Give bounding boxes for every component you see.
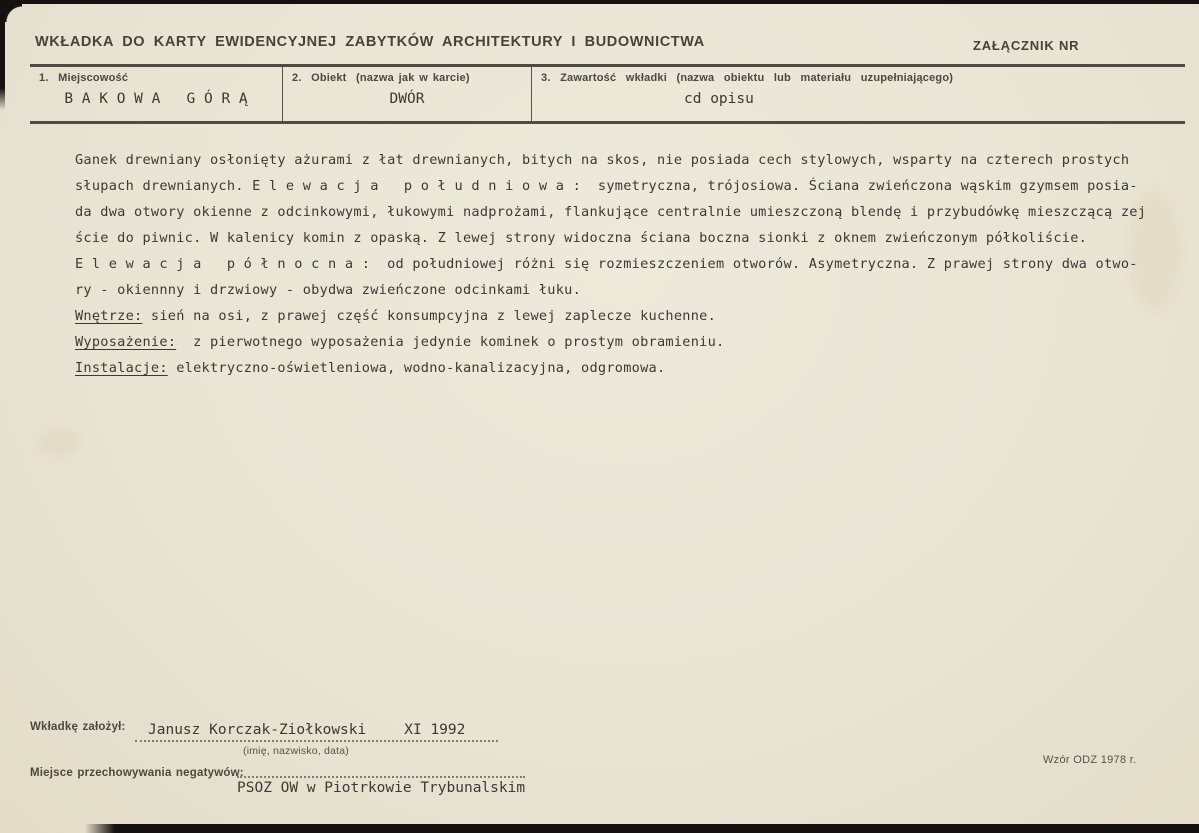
form-template-note: Wzór ODZ 1978 r. [1043,754,1137,766]
furnishing-heading: Wyposażenie: [75,334,177,350]
line-text: Ganek drewniany osłonięty ażurami z łat drewnianych, bitych na skos, nie posiada cech stylowych, wsparty na czterech prostych [75,152,1130,168]
paper-stain [40,430,80,456]
negatives-label: Miejsce przechowywania negatywów: [30,767,244,779]
installations-heading: Instalacje: [75,360,168,376]
line-text: ście do piwnic. W kalenicy komin z opaską. Z lewej strony widoczna ściana boczna sionki z oknem zwieńczonym półkoliście. [75,230,1088,246]
description-line [75,251,1146,277]
field-contents-label: 3. Zawartość wkładki (nazwa obiektu lub materiału uzupełniającego) [541,72,954,84]
scan-corner-top-left [0,0,22,22]
field-object [282,67,531,121]
description-line-installations [75,355,1146,381]
negatives-value: PSOZ OW w Piotrkowie Trybunalskim [237,776,525,796]
field-contents [531,67,1185,121]
interior-heading: Wnętrze: [75,308,143,324]
line-text: sień na osi, z prawej część konsumpcyjna z lewej zaplecze kuchenne. [142,308,717,324]
founder-label: Wkładkę założył: [30,721,126,733]
line-text: ry - okiennny i drzwiowy - obydwa zwieńczone odcinkami łuku. [75,282,582,298]
description-line [75,277,1146,303]
attachment-number-label: ZAŁĄCZNIK NR [973,38,1080,53]
field-locality [30,67,282,121]
field-locality-value: B A K O W A G Ó R Ą [64,91,248,107]
founder-hint: (imię, nazwisko, data) [243,745,349,757]
field-object-label: 2. Obiekt (nazwa jak w karcie) [292,72,470,84]
description-line [75,225,1146,251]
description-line [75,199,1146,225]
field-contents-value: cd opisu [684,91,754,107]
description-line-interior [75,303,1146,329]
line-text: E l e w a c j a p ó ł n o c n a : od południowej różni się rozmieszczeniem otworów. Asymetryczna. Z prawej strony dwa otwo- [75,256,1138,272]
field-locality-label: 1. Miejscowość [39,72,129,84]
field-object-value: DWÓR [389,91,425,107]
line-text: da dwa otwory okienne z odcinkowymi, łukowymi nadprożami, flankujące centralnie umieszczoną blendę i przybudówkę mieszczącą zej [75,204,1147,220]
scan-edge-top [0,0,1199,4]
description-line [75,147,1146,173]
line-text: z pierwotnego wyposażenia jedynie kominek o prostym obramieniu. [176,334,725,350]
description-text [75,147,1146,381]
description-line-furnishing [75,329,1146,355]
founder-date: XI 1992 [404,722,466,738]
description-line [75,173,1146,199]
field-table [30,64,1185,124]
line-text: słupach drewnianych. E l e w a c j a p o ł u d n i o w a : symetryczna, trójosiowa. Ściana zwieńczona wąskim gzymsem posia- [75,178,1138,194]
founder-name: Janusz Korczak-Ziołkowski [148,722,367,738]
founder-entry [135,722,498,742]
page-title: WKŁADKA DO KARTY EWIDENCYJNEJ ZABYTKÓW ARCHITEKTURY I BUDOWNICTWA [35,34,705,50]
line-text: elektryczno-oświetleniowa, wodno-kanalizacyjna, odgromowa. [167,360,666,376]
scan-edge-bottom [85,824,1199,833]
